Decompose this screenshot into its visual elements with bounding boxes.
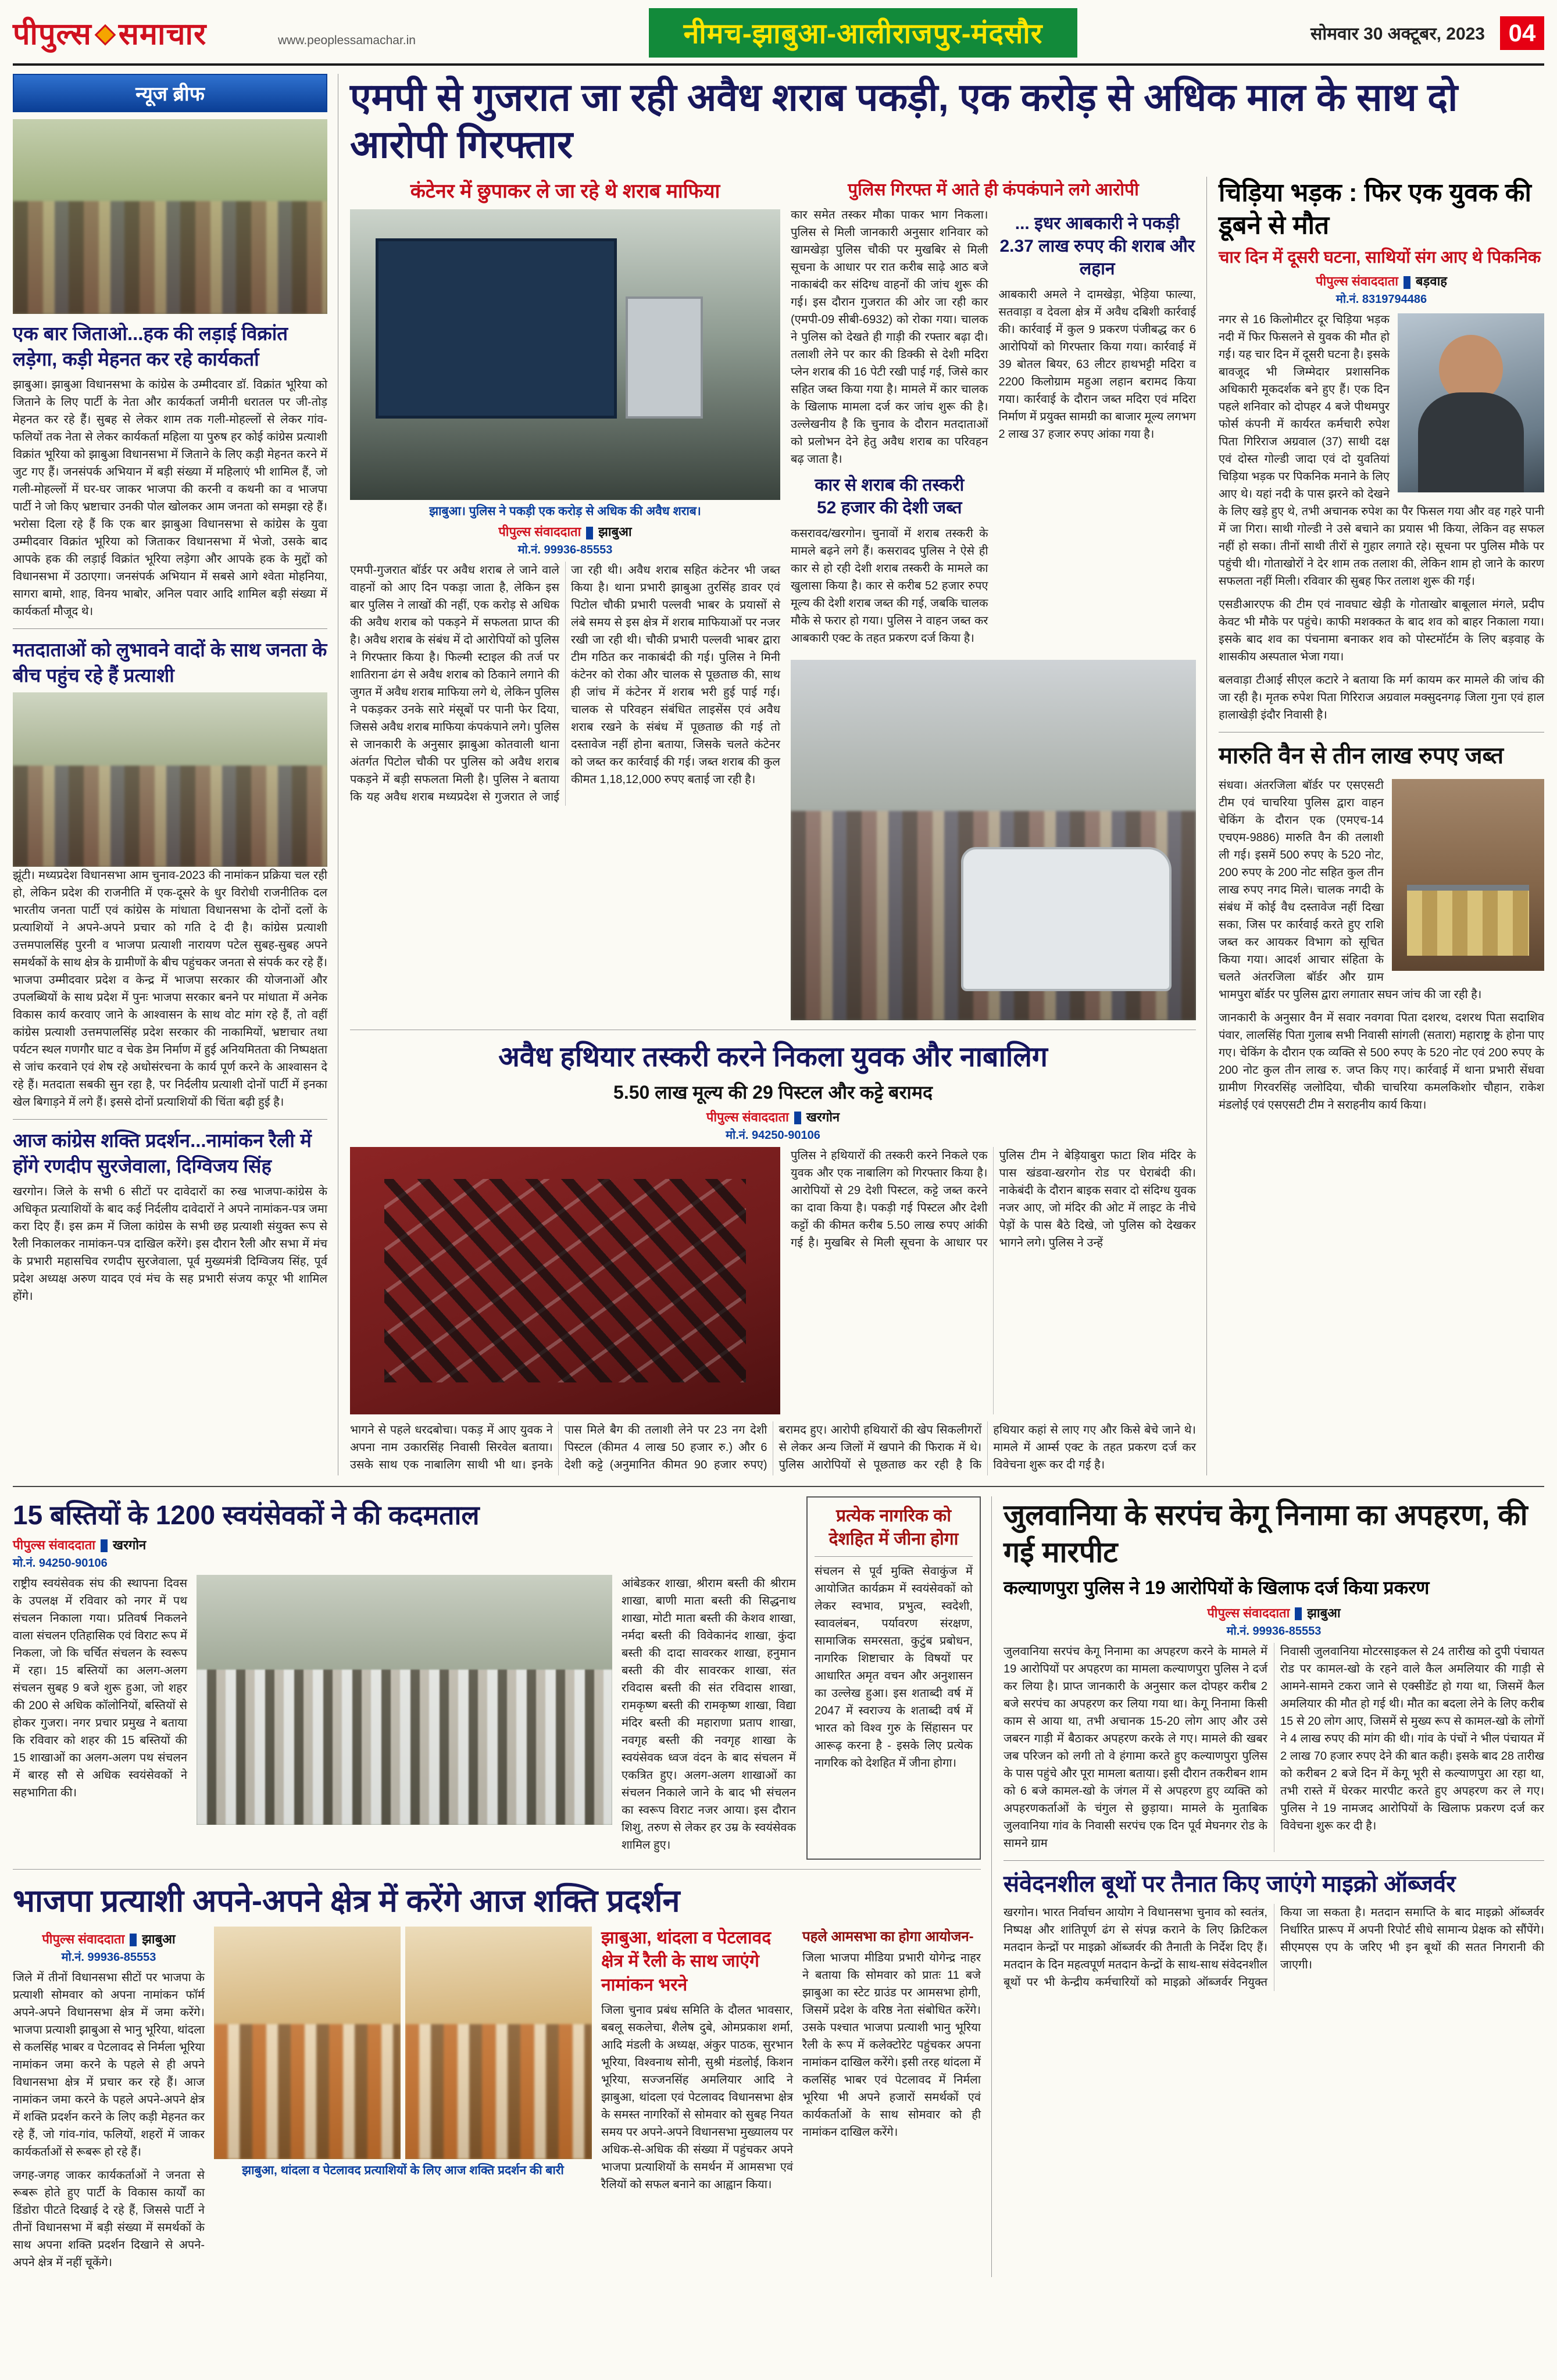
region-banner: नीमच-झाबुआ-आलीराजपुर-मंदसौर <box>649 8 1078 58</box>
truck-container-shape <box>376 238 616 419</box>
byline: पीपुल्स संवाददाता खरगोन <box>706 1110 840 1125</box>
van-seizure-body1: संधवा। अंतरजिला बॉर्डर पर एसएसटी टीम एवं चाचरिया पुलिस द्वारा वाहन चेकिंग के दौरान एक (एमएच-14 एचएम-9886) मारुति वैन की तलाशी ली गई। इसमें 500 रुपए के 520 नोट, 200 रुपए के 200 नोट सहित कुल तीन लाख रुपए नगद मिले। चालक नगदी के संबंध में कोई वैध दस्तावेज नहीं दिखा सका, जिस पर कार्रवाई करते हुए राशि जब्त कर आयकर विभाग को सूचित किया गया। आदर्श आचार संहिता के चलते अंतरजिला बॉर्डर और ग्राम भामपुरा बॉर्डर पर पुलिस द्वारा लगातार सघन जांच की जा रही है। <box>1219 779 1482 1002</box>
photo-rss-path-sanchalan <box>197 1575 612 1825</box>
bjp-rally-subhead: झाबुआ, थांदला व पेटलावद क्षेत्र में रैली के साथ जाएंगे नामांकन भरने <box>601 1928 772 1995</box>
byline-phone: मो.नं. 94250-90106 <box>726 1129 820 1142</box>
bjp-body1: जिले में तीनों विधानसभा सीटों पर भाजपा के प्रत्याशी सोमवार को अपना नामांकन फॉर्म अपने-अपने विधानसभा क्षेत्र में जमा करेंगे। भाजपा प्रत्याशी झाबुआ से भानु भूरिया, थांदला से कलसिंह भाबर व पेटलावद से निर्मला भूरिया नामांकन जमा करने के पहले से ही अपने विधानसभा क्षेत्र में प्रचार कर रहे हैं। आज नामांकन जमा करने के पहले अपने-अपने क्षेत्र में शक्ति प्रदर्शन करने के लिए कड़ी मेहनत कर रहे हैं, जो गांव-गांव, फलियों, शहरों में जाकर कार्यकर्ताओं से रूबरू हो रहे हैं। <box>13 1971 205 2159</box>
observers-headline: संवेदनशील बूथों पर तैनात किए जाएंगे माइक्रो ऑब्जर्वर <box>1004 1871 1456 1897</box>
kidnapping-article <box>1004 1496 1544 1852</box>
byline: पीपुल्स संवाददाता खरगोन <box>13 1537 147 1552</box>
brief-story2-title: मतदाताओं को लुभावने वादों के साथ जनता के बीच पहुंच रहे हैं प्रत्याशी <box>13 639 327 686</box>
logo-diamond-icon <box>94 24 116 46</box>
edition-date: सोमवार 30 अक्टूबर, 2023 <box>1310 24 1485 44</box>
car-smuggling-subhead: कार से शराब की तस्करी 52 हजार की देशी जब्त <box>815 476 965 518</box>
drowning-headline: चिड़िया भड़क : फिर एक युवक की डूबने से मौत <box>1219 178 1531 240</box>
bjp-headline: भाजपा प्रत्याशी अपने-अपने क्षेत्र में करेंगे आज शक्ति प्रदर्शन <box>13 1883 680 1918</box>
bjp-meeting-lead: पहले आमसभा का होगा आयोजन- <box>802 1928 974 1945</box>
truck-photo-caption: झाबुआ। पुलिस ने पकड़ी एक करोड़ से अधिक की अवैध शराब। <box>429 505 701 519</box>
photo-congress-campaign-group <box>13 119 327 314</box>
rss-march-article <box>13 1496 796 1860</box>
byline-phone: मो.नं. 99936-85553 <box>1226 1624 1322 1638</box>
weapons-body-continued: भागने से पहले धरदबोचा। पकड़ में आए युवक ने अपना नाम उकारसिंह निवासी सिरवेल बताया। उसके साथ एक नाबालिग साथी भी था। इनके पास मिले बैग की तलाशी लेने पर 23 नग देशी पिस्टल (कीमत 4 लाख 50 हजार रु.) और 6 देशी कट्टे (अनुमानित कीमत 90 हजार रुपए) बरामद हुए। आरोपी हथियारों की खेप सिकलीगरों से लेकर अन्य जिलों में खपाने की फिराक में थे। पुलिस आरोपियों से पूछताछ कर रही है कि हथियार कहां से लाए गए और किसे बेचे जाने थे। मामले में आर्म्स एक्ट के तहत प्रकरण दर्ज कर विवेचना शुरू कर दी गई है। <box>350 1424 1196 1472</box>
civic-box-body: संचलन से पूर्व मुक्ति सेवाकुंज में आयोजित कार्यक्रम में स्वयंसेवकों को लेकर स्वभाव, प्रभुत्व, स्वदेशी, स्वावलंबन, पर्यावरण संरक्षण, सामाजिक समरसता, कुटुंब प्रबोधन, नागरिक शिष्टाचार के विषयों पर आधारित अमृत वचन और अनुशासन का उल्लेख हुआ। इस शताब्दी वर्ष में 2047 में स्वराज्य के शताब्दी वर्ष में भारत को विश्व गुरु के सिंहासन पर आरूढ़ करना है - इसके लिए प्रत्येक नागरिक को देशहित में जीना होगा। <box>815 1564 973 1770</box>
masthead <box>13 8 1544 66</box>
kidnapping-body2: निवासी जुलवानिया मोटरसाइकल से 24 तारीख को दुपी पंचायत रोड पर कामल-खो के रहने वाले कैल अमलियार की गाड़ी से आमने-सामने टकरा जाने से एक्सीडेंट हो गया था, जिसमें कैल अमलियार की मौत हो गई थी। मौत का बदला लेने के लिए करीब 15 से 20 लोग आए, जिसमें से मुख्य रूप से कामल-खो के लोगों ने 4 लाख रुपए की मांग की थी। गांव के पंचों ने भील पंचायत में 2 लाख 70 हजार रुपए देने की बात कही। इसके बाद 28 तारीख को करीबन 2 बजे दिन में केगू भूरी से कल्याणपुरा आ रहा था, तभी रास्ते में घेरकर मारपीट करते हुए अपहरण कर ले गए। पुलिस ने 19 नामजद आरोपियों के खिलाफ प्रकरण दर्ज कर विवेचना शुरू कर दी है। <box>1280 1645 1544 1832</box>
marchers-silhouette <box>197 1670 612 1825</box>
weapons-subhead: 5.50 लाख मूल्य की 29 पिस्टल और कट्टे बरामद <box>613 1082 933 1103</box>
paper-logo <box>13 12 263 53</box>
photo-police-with-seized-car <box>791 660 1196 1020</box>
rss-march-headline: 15 बस्तियों के 1200 स्वयंसेवकों ने की कदमताल <box>13 1499 480 1530</box>
byline: पीपुल्स संवाददाता झाबुआ <box>498 524 632 539</box>
rss-shakha-list: आंबेडकर शाखा, श्रीराम बस्ती की श्रीराम शाखा, बाणी माता बस्ती की सिद्धनाथ शाखा, मोटी माता बस्ती की केशव शाखा, नर्मदा बस्ती की विवेकानंद शाखा, कुंदा बस्ती की दादा सावरकर शाखा, हनुमान बस्ती की वीर सावरकर शाखा, संत रविदास बस्ती की संत रविदास शाखा, रामकृष्ण बस्ती की रामकृष्ण शाखा, विद्या मंदिर बस्ती की महाराणा प्रताप शाखा, नवगृह बस्ती की नवगृह शाखा के स्वयंसेवक ध्वज वंदन के बाद संचलन में एकत्रित हुए। अलग-अलग शाखाओं का संचलन निकाले जाने के बाद भी संचलन का स्वरूप विराट नजर आया। इस दौरान शिशु, तरुण से लेकर हर उम्र के स्वयंसेवक शामिल हुए। <box>622 1577 796 1852</box>
byline-phone: मो.नं. 8319794486 <box>1335 293 1427 306</box>
weapons-article <box>350 1030 1196 1475</box>
crowd-silhouette <box>13 766 327 867</box>
drowning-body2: एसडीआरएफ की टीम एवं नावघाट खेड़ी के गोताखोर बाबूलाल मंगले, प्रदीप केवट भी मौके पर पहुंचे। काफी मशक्कत के बाद शव को बाहर निकाला गया। इसके बाद शव का पंचनामा बनाकर शव को पोस्टमॉर्टम के लिए बड़वाह के शासकीय अस्पताल भेजा गया। <box>1219 598 1544 664</box>
supporters-silhouette <box>214 2024 401 2159</box>
observers-body: खरगोन। भारत निर्वाचन आयोग ने विधानसभा चुनाव को स्वतंत्र, निष्पक्ष और शांतिपूर्ण ढंग से संपन्न कराने के लिए क्रिटिकल मतदान केन्द्रों पर माइक्रो ऑब्जर्वर की तैनाती के निर्देश दिए हैं। मतदान के दिन महत्वपूर्ण मतदान केन्द्रों के साथ-साथ संवेदनशील बूथों पर भी केन्द्रीय कर्मचारियों को माइक्रो ऑब्जर्वर नियुक्त किया जा सकता है। मतदान समाप्ति के बाद माइक्रो ऑब्जर्वर निर्धारित प्रारूप में अपनी रिपोर्ट सीधे सामान्य प्रेक्षक को सौंपेंगे। सीएमएस एप के जरिए भी इन बूथों की सतत निगरानी की जाएगी। <box>1004 1906 1544 1989</box>
divider <box>13 628 327 629</box>
kidnapping-body1: जुलवानिया सरपंच केगू निनामा का अपहरण करने के मामले में 19 आरोपियों पर अपहरण का मामला कल्याणपुरा पुलिस ने दर्ज कर लिया है। प्राप्त जानकारी के अनुसार कल दोपहर करीब 2 बजे सरपंच का अपहरण कर लिया गया था। केगू निनामा किसी काम से आया था, तभी अचानक 15-20 लोग आए और उसे जबरन गाड़ी में बैठाकर अपहरण करके ले गए। मामले की खबर जब परिजन को लगी तो वे हंगामा करते हुए कल्याणपुरा पुलिस के पास पहुंचे और पूरा मामला बताया। इसी दौरान तकरीबन शाम को 6 बजे कामल-खो के जंगल में से अपहरण हुए व्यक्ति को अपहरणकर्ताओं के चंगुल से छुड़ाया। मामले के मुताबिक जुलवानिया गांव के निवासी सरपंच एक दिन पूर्व मेघनगर रोड के सामने ग्राम <box>1004 1645 1267 1850</box>
weapons-body: पुलिस ने हथियारों की तस्करी करने निकले एक युवक और एक नाबालिग को गिरफ्तार किया है। आरोपियों से 29 देशी पिस्टल, कट्टे जब्त करने का दावा किया है। पकड़ी गई पिस्टल और देशी कट्टों की कीमत करीब 5.50 लाख रुपए आंकी गई है। मुखबिर से मिली सूचना के आधार पर पुलिस टीम ने बेड़ियाबुरा फाटा शिव मंदिर के पास खंडवा-खरगोन रोड पर घेराबंदी की। नाकेबंदी के दौरान बाइक सवार दो संदिग्ध युवक नजर आए, जो मंदिर की ओट में लाइट के नीचे पेड़ों के पास बैठे दिखे, जो पुलिस को देखकर भागने लगे। पुलिस ने उन्हें <box>791 1149 1196 1250</box>
photo-bjp-candidate-garland <box>214 1927 401 2159</box>
main-story-body-left: एमपी-गुजरात बॉर्डर पर अवैध शराब ले जाने वाले वाहनों को आए दिन पकड़ा जाता है, लेकिन इस बार पुलिस ने लाखों की नहीं, एक करोड़ से अधिक की अवैध शराब को पकड़ने में सफलता प्राप्त की है। अवैध शराब के संबंध में दो आरोपियों को पुलिस ने गिरफ्तार किया है। फिल्मी स्टाइल की तर्ज पर शातिराना ढंग से अवैध शराब को ठिकाने लगाने की जुगत में अवैध शराब माफिया लगे थे, लेकिन पुलिस ने पकड़कर उनके सारे मंसूबों पर पानी फेर दिया, जिससे अवैध शराब माफिया कंपकंपाने लगे। पुलिस से जानकारी के अनुसार झाबुआ कोतवाली थाना अंतर्गत पिटोल चौकी पर पुलिस को अवैध शराब पकड़ने में बड़ी सफलता मिली है। पुलिस ने बताया कि यह अवैध शराब मध्यप्रदेश से गुजरात ले जाई जा रही थी। अवैध शराब सहित कंटेनर भी जब्त किया है। थाना प्रभारी झाबुआ तुरसिंह डावर एवं पिटोल चौकी प्रभारी पल्लवी भाबर के प्रयासों से लंबे समय से इस क्षेत्र में शराब माफियाओं पर नजर रखी जा रही थी। चौकी प्रभारी पल्लवी भाबर द्वारा टीम गठित कर नाकाबंदी की गई। पुलिस ने मिनी कंटेनर को रोका और चालक से पूछताछ की, साथ ही जांच में कंटेनर में शराब भरी हुई पाई गई। चालक से परिवहन संबंधित लाइसेंस एवं अवैध शराब रखने के संबंध में पूछताछ की गई तो दस्तावेज नहीं होना बताया, जिसके चलते कंटेनर को जब्त कर कार्रवाई की गई। जब्त शराब की कुल कीमत 1,18,12,000 रुपए बताई जा रही है। <box>350 564 780 804</box>
brief-story1-body: झाबुआ। झाबुआ विधानसभा के कांग्रेस के उम्मीदवार डॉ. विक्रांत भूरिया को जिताने के लिए पार्टी के नेता और कार्यकर्ता जमीनी धरातल पर जी-तोड़ मेहनत कर रहे हैं। सुबह से लेकर शाम तक गली-मोहल्लों से लेकर गांव-फलियों तक नेता से लेकर कार्यकर्ता महिला या पुरुष हर कोई कांग्रेस प्रत्याशी विक्रांत भूरिया को झाबुआ विधानसभा में जिताने के लिए कड़ी मेहनत करने में जुट गए हैं। जनसंपर्क अभियान में बड़ी संख्या में महिलाएं भी शामिल हैं, जो गली-मोहल्लों में घर-घर जाकर भाजपा की करनी व कथनी का व भाजपा पार्टी ने जो किए भ्रष्टाचार उनकी पोल खोलकर आम जनता को समझा रहे हैं। भरोसा दिला रहे हैं कि एक बार झाबुआ विधानसभा से कांग्रेस के युवा उम्मीदवार विक्रांत भूरिया को जिताकर विधानसभा में भेजो, उसके बाद आपके हक की लड़ाई विक्रांत भूरिया लड़ेगा और आपके हक के मुद्दों को विधानसभा में उठाएगा। जनसंपर्क अभियान में सबसे आगे श्वेता मोहनिया, सागरा बामो, शाह, विनय भाबोर, अनिल पवार आदि शामिल बड़ी संख्या में कार्यकर्ता मौजूद थे। <box>13 378 327 619</box>
divider <box>13 1119 327 1120</box>
brief-story3-title: आज कांग्रेस शक्ति प्रदर्शन...नामांकन रैली में होंगे रणदीप सुरजेवाला, दिग्विजय सिंह <box>13 1130 312 1177</box>
byline-separator-icon <box>1295 1607 1302 1620</box>
car-smuggling-body: कसरावद/खरगोन। चुनावों में शराब तस्करी के मामले बढ़ने लगे हैं। कसरावद पुलिस ने ऐसे ही कार से हो रही देशी शराब तस्करी के मामले का खुलासा किया है। कार से करीब 52 हजार रुपए मूल्य की देशी शराब जब्त की गई, जबकि चालक मौके से फरार हो गया। पुलिस ने वाहन जब्त कर आबकारी एक्ट के तहत प्रकरण दर्ज किया है। <box>791 527 988 645</box>
civic-box-title: प्रत्येक नागरिक को देशहित में जीना होगा <box>815 1505 973 1557</box>
photo-candidates-voters <box>13 692 327 867</box>
right-column <box>1219 177 1544 1475</box>
byline-separator-icon <box>586 527 593 539</box>
weapons-headline: अवैध हथियार तस्करी करने निकला युवक और नाबालिग <box>498 1042 1048 1073</box>
website-url: www.peoplessamachar.in <box>278 33 416 47</box>
bjp-meeting-body: जिला भाजपा मीडिया प्रभारी योगेन्द्र नाहर ने बताया कि सोमवार को प्रातः 11 बजे झाबुआ का स्टेट ग्राउंड पर आमसभा होगी, जिसमें प्रदेश के वरिष्ठ नेता संबोधित करेंगे। उसके पश्चात भाजपा प्रत्याशी भानु भूरिया रैली के रूप में कलेक्टोरेट पहुंचकर अपना नामांकन दाखिल करेंगे। इसी तरह थांदला में कलसिंह भाबर एवं पेटलावद में निर्मला भूरिया भी अपने हजारों समर्थकों एवं कार्यकर्ताओं के साथ सोमवार को ही नामांकन दाखिल करेंगे। <box>802 1951 981 2139</box>
byline: पीपुल्स संवाददाता झाबुआ <box>1207 1605 1341 1620</box>
byline-phone: मो.नं. 99936-85553 <box>517 544 613 557</box>
drowning-body1: नगर से 16 किलोमीटर दूर चिड़िया भड़क नदी में फिर फिसलने से युवक की मौत हो गई। यह चार दिन में दूसरी घटना है। इसके बावजूद भी जिम्मेदार प्रशासनिक अधिकारी मूकदर्शक बने हुए हैं। एक दिन पहले शनिवार को दोपहर 4 बजे पीथमपुर फोर्स कंपनी में कार्यरत कर्मचारी रुपेश पिता गिरिराज अग्रवाल (37) साथी दक्ष एवं दोस्त गोल्डी जादा एवं दो युवतियां चिड़िया भड़क पर पिकनिक मनाने के लिए आए थे। यहां नदी के पास झरने को देखने के लिए खड़े हुए थे, तभी अचानक रुपेश का पैर फिसल गया और वह गहरे पानी में जा गिरा। साथी गोल्डी ने उसे बचाने का प्रयास भी किया, लेकिन वह सफल नहीं हो सका। तीनों साथी तीरों से गुहार लगाते रहे। सूचना पर पुलिस मौके पर पहुंची थी। गोताखोरों ने देर शाम तक तलाश की, लेकिन शाम हो जाने के कारण सफलता नहीं मिली। रविवार की सुबह फिर तलाश शुरू की गई। <box>1219 313 1544 588</box>
divider <box>1004 1860 1544 1861</box>
bjp-photo-caption: झाबुआ, थांदला व पेटलावद प्रत्याशियों के लिए आज शक्ति प्रदर्शन की बारी <box>242 2163 564 2177</box>
page-number: 04 <box>1500 16 1544 50</box>
truck-cab-shape <box>626 296 703 419</box>
kicker-accused-trembling: पुलिस गिरफ्त में आते ही कंपकंपाने लगे आरोपी <box>848 180 1139 200</box>
byline-separator-icon <box>130 1934 137 1946</box>
byline-separator-icon <box>1404 276 1410 289</box>
main-story-body-mid: कार समेत तस्कर मौका पाकर भाग निकला। पुलिस से मिली जानकारी अनुसार शनिवार को खामखेड़ा पुलिस चौकी पर मुखबिर से मिली सूचना के आधार पर रात करीब साढ़े आठ बजे नाकाबंदी कर संदिग्ध वाहनों की जांच शुरू की गई। इस दौरान गुजरात की ओर जा रही कार (एमपी-09 सीबी-6932) को रोका गया। चालक ने पुलिस को देखते ही गाड़ी की रफ्तार बढ़ा दी। तलाशी लेने पर कार की डिक्की से देशी मदिरा प्लेन शराब की 16 पेटी रखी पाई गई, जिसे कार सहित जब्त किया गया है। मामले में कार चालक के खिलाफ मामला दर्ज कर जांच शुरू की है। उल्लेखनीय है कि चुनाव के दौरान मतदाताओं को प्रलोभन देने हेतु अवैध शराब का परिवहन बढ़ जाता है। <box>791 209 988 466</box>
excise-seizure-subhead: ... इधर आबकारी ने पकड़ी 2.37 लाख रुपए की शराब और लहान <box>999 214 1195 279</box>
rss-march-body: राष्ट्रीय स्वयंसेवक संघ की स्थापना दिवस के उपलक्ष में रविवार को नगर में पथ संचलन निकाला गया। प्रतिवर्ष निकलने वाला संचलन एतिहासिक एवं विराट रूप में निकला, जो कि चर्चित संचलन के स्वरूप में रहा। 15 बस्तियों का अलग-अलग संचलन सुबह 9 बजे शुरू हुआ, जो शहर की 200 से अधिक कॉलोनियों, बस्तियों से होकर गुजरा। नगर प्रचार प्रमुख ने बताया कि रविवार को शहर की 15 बस्तियों की 15 शाखाओं का अलग-अलग पथ संचलन में बारह सौ से अधिक स्वयंसेवकों ने सहभागिता की। <box>13 1577 187 1799</box>
pistols-on-table-shape <box>384 1179 746 1382</box>
photo-seized-pistols <box>350 1147 780 1414</box>
kidnapping-subhead: कल्याणपुरा पुलिस ने 19 आरोपियों के खिलाफ दर्ज किया प्रकरण <box>1004 1577 1430 1598</box>
drowning-body3: बलवाड़ा टीआई सीएल कटारे ने बताया कि मर्ग कायम कर मामले की जांच की जा रही है। मृतक रुपेश पिता गिरिराज अग्रवाल मक्सुदनगढ़ जिला गुना एवं हाल हालाखेड़ी इंदौर निवासी है। <box>1219 674 1544 722</box>
photo-seized-cash-van <box>1392 779 1544 971</box>
bjp-body2: जगह-जगह जाकर कार्यकर्ताओं ने जनता से रूबरू होते हुए पार्टी के विकास कार्यों का डिंडोरा पीटते दिखाई दे रहे हैं, जिससे पार्टी ने तीनों विधानसभा में बड़ी संख्या में समर्थकों के साथ अपना शक्ति प्रदर्शन दिखाने से अपने-अपने क्षेत्र में नहीं चूकेंगे। <box>13 2168 205 2269</box>
brief-story2-body: झूंटी। मध्यप्रदेश विधानसभा आम चुनाव-2023 की नामांकन प्रक्रिया चल रही हो, लेकिन प्रदेश की राजनीति में एक-दूसरे के धुर विरोधी राजनीतिक दल भारतीय जनता पार्टी एवं कांग्रेस के मांधाता विधानसभा के दोनों दलों के प्रत्याशियों ने अपने-अपने प्रचार को गति दे दी है। कांग्रेस प्रत्याशी उत्तमपालसिंह पुरनी व भाजपा प्रत्याशी नारायण पटेल सुबह-सुबह अपने समर्थकों के साथ क्षेत्र के ग्रामीणों के बीच पहुंचकर जनता से संपर्क कर रहे हैं। भाजपा उम्मीदवार प्रदेश व केन्द्र में भाजपा सरकार की योजनाओं और उपलब्धियों के साथ प्रदेश में पुनः भाजपा सरकार बनने पर मांधाता में अनेक विकास कार्य करवाए जाने के आश्वासन के साथ वोट मांग रहे हैं, तो वहीं कांग्रेस प्रत्याशी उत्तमपालसिंह प्रदेश सरकार की नाकामियों, भ्रष्टाचार तथा पर्यटन स्थल गणगौर घाट व चेक डेम निर्माण में हुई अनियमितता की निष्पक्षता से जांच करवाने एवं शेष रहे अधोसंरचना के कार्य पूर्ण करने के आश्वासन दे रहे हैं। मतदाता सबकी सुन रहा है, पर निर्दलीय प्रत्याशी दोनों पार्टी में इनका खेल बिगाड़ने में लगे हैं। इससे दोनों प्रत्याशियों की चिंता बढ़ी हुई है। <box>13 869 327 1109</box>
photo-bjp-candidates-rally <box>405 1927 592 2159</box>
van-seizure-body2: जानकारी के अनुसार वैन में सवार नवगवा पिता दशरथ, दशरथ पिता सदाशिव पंवार, लालसिंह पिता गुलाब सभी निवासी सांगली (सतारा) महाराष्ट्र के होना पाए गए। चेकिंग के दौरान एक व्यक्ति से 500 रुपए के 520 नोट एवं 200 रुपए के 200 नोट कुल तीन लाख रु. जप्त किए गए। कार्रवाई में थाना प्रभारी सेंधवा ग्रामीण गिरवरसिंह जलोदिया, चौकी चाचरिया कमलकिशोर चौहान, राकेश मंडलोई एवं एसएसटी टीम ने सराहनीय कार्य किया। <box>1219 1012 1544 1112</box>
seized-car-shape <box>961 847 1172 991</box>
brief-story3-body: खरगोन। जिले के सभी 6 सीटों पर दावेदारों का रुख भाजपा-कांग्रेस के अधिकृत प्रत्याशियों के बाद कई निर्दलीय दावेदारों ने अपने नामांकन-पत्र जमा करा दिए हैं। इस क्रम में जिला कांग्रेस के सभी छह प्रत्याशी संयुक्त रूप से रैली निकालकर नामांकन-पत्र दाखिल करेंगे। इस दौरान रैली और सभा में मंच के प्रभारी महासचिव रणदीप सुरजेवाला, पूर्व मुख्यमंत्री दिग्विजय सिंह, पूर्व प्रदेश अध्यक्ष अरुण यादव एवं मंच के सह प्रभारी संजय कपूर भी शामिल होंगे। <box>13 1185 327 1303</box>
byline-separator-icon <box>794 1112 801 1124</box>
byline-phone: मो.नं. 94250-90106 <box>13 1556 108 1570</box>
kicker-container-smugglers: कंटेनर में छुपाकर ले जा रहे थे शराब माफिया <box>410 180 720 203</box>
paper-name: पीपुल्स समाचार <box>13 17 207 51</box>
micro-observers-article <box>1004 1869 1544 1991</box>
crowd-silhouette <box>13 201 327 314</box>
byline-phone: मो.नं. 99936-85553 <box>61 1950 156 1964</box>
main-story-column <box>350 177 1207 1475</box>
news-brief-column <box>13 74 338 1475</box>
byline: पीपुल्स संवाददाता बड़वाह <box>1316 274 1447 289</box>
main-headline: एमपी से गुजरात जा रही अवैध शराब पकड़ी, एक करोड़ से अधिक माल के साथ दो आरोपी गिरफ्तार <box>350 76 1458 166</box>
kidnapping-headline: जुलवानिया के सरपंच केगू निनामा का अपहरण, की गई मारपीट <box>1004 1498 1528 1568</box>
news-brief-tab: न्यूज ब्रीफ <box>13 74 327 112</box>
van-seizure-headline: मारुति वैन से तीन लाख रुपए जब्त <box>1219 743 1504 769</box>
brief-story1-title: एक बार जिताओ...हक की लड़ाई विक्रांत लड़ेगा, कड़ी मेहनत कर रहे कार्यकर्ता <box>13 323 288 370</box>
bjp-rally-body: जिला चुनाव प्रबंध समिति के दौलत भावसार, बबलू सकलेचा, शैलेष दुबे, ओमप्रकाश शर्मा, आदि मंडली के अध्यक्ष, अंकुर पाठक, सुरभान भूरिया, विश्वनाथ सोनी, सुश्री मंडलोई, किशन भूरिया, सज्जनसिंह अमलियार आदि ने झाबुआ, थांदला एवं पेटलावद विधानसभा क्षेत्र के समस्त नागरिकों से सोमवार को सुबह नियत समय पर अपने-अपने विधानसभा मुख्यालय पर अधिक-से-अधिक की संख्या में पहुंचकर अपने भाजपा प्रत्याशियों के समर्थन में आमसभा एवं रैलियों को सफल बनाने का आह्वान किया। <box>601 2004 793 2192</box>
photo-deceased-youth-portrait <box>1398 313 1544 492</box>
photo-seized-liquor-truck <box>350 209 780 500</box>
supporters-silhouette <box>405 2024 592 2159</box>
bjp-article <box>13 1870 981 2277</box>
byline-separator-icon <box>101 1539 108 1552</box>
byline: पीपुल्स संवाददाता झाबुआ <box>42 1931 176 1946</box>
excise-seizure-body: आबकारी अमले ने दामखेड़ा, भेड़िया फाल्या, सतवाड़ा व देवला क्षेत्र में अवैध दबिशी कार्रवाई की। कार्रवाई में कुल 9 प्रकरण पंजीबद्ध कर 6 आरोपियों को गिरफ्तार किया गया। कार्रवाई में 39 बोतल बियर, 63 लीटर हाथभट्टी मदिरा व 2200 किलोग्राम महुआ लहान बरामद किया गया। कार्रवाई के दौरान जब्त मदिरा एवं मदिरा निर्माण में प्रयुक्त सामग्री का बाजार मूल्य लगभग 2 लाख 37 हजार रुपए आंका गया है। <box>998 288 1196 441</box>
drowning-subhead: चार दिन में दूसरी घटना, साथियों संग आए थे पिकनिक <box>1219 248 1541 267</box>
civic-duty-box <box>806 1496 981 1860</box>
